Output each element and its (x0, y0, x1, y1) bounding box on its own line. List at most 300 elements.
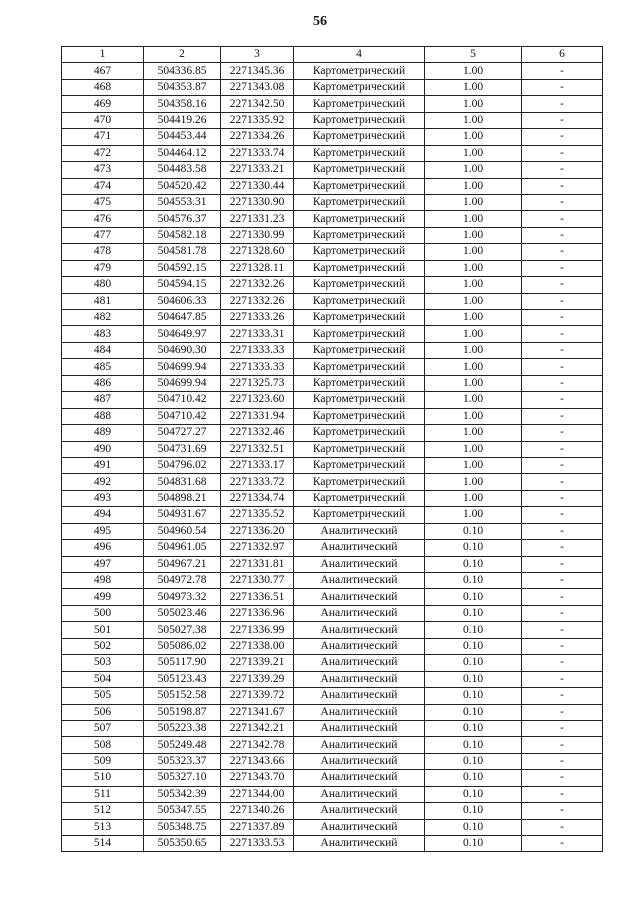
method-cell: Аналитический (294, 720, 425, 736)
table-row (62, 573, 603, 589)
method-cell: Картометрический (294, 457, 425, 473)
x-coordinate-cell: 504358.16 (144, 96, 221, 112)
method-cell: Аналитический (294, 836, 425, 852)
note-cell: - (522, 688, 603, 704)
column-header: 6 (522, 47, 603, 63)
y-coordinate-cell: 2271336.96 (221, 605, 294, 621)
y-coordinate-cell: 2271332.26 (221, 293, 294, 309)
note-cell: - (522, 737, 603, 753)
method-cell: Картометрический (294, 490, 425, 506)
method-cell: Аналитический (294, 605, 425, 621)
table-row (62, 786, 603, 802)
table-row (62, 490, 603, 506)
y-coordinate-cell: 2271342.78 (221, 737, 294, 753)
accuracy-cell: 0.10 (425, 720, 522, 736)
method-cell: Аналитический (294, 803, 425, 819)
accuracy-cell: 1.00 (425, 178, 522, 194)
x-coordinate-cell: 504353.87 (144, 79, 221, 95)
x-coordinate-cell: 504731.69 (144, 441, 221, 457)
x-coordinate-cell: 504483.58 (144, 162, 221, 178)
point-number-cell: 472 (62, 145, 144, 161)
x-coordinate-cell: 504594.15 (144, 277, 221, 293)
y-coordinate-cell: 2271330.90 (221, 194, 294, 210)
note-cell: - (522, 474, 603, 490)
y-coordinate-cell: 2271333.26 (221, 310, 294, 326)
method-cell: Картометрический (294, 211, 425, 227)
table-header (62, 47, 603, 63)
x-coordinate-cell: 504972.78 (144, 573, 221, 589)
table-row (62, 688, 603, 704)
point-number-cell: 474 (62, 178, 144, 194)
point-number-cell: 468 (62, 79, 144, 95)
y-coordinate-cell: 2271338.00 (221, 638, 294, 654)
point-number-cell: 493 (62, 490, 144, 506)
note-cell: - (522, 260, 603, 276)
table-row (62, 260, 603, 276)
column-header: 3 (221, 47, 294, 63)
note-cell: - (522, 277, 603, 293)
table-row (62, 326, 603, 342)
note-cell: - (522, 720, 603, 736)
table-row (62, 342, 603, 358)
point-number-cell: 485 (62, 359, 144, 375)
y-coordinate-cell: 2271340.26 (221, 803, 294, 819)
y-coordinate-cell: 2271339.72 (221, 688, 294, 704)
table-row (62, 178, 603, 194)
accuracy-cell: 0.10 (425, 704, 522, 720)
y-coordinate-cell: 2271342.21 (221, 720, 294, 736)
method-cell: Картометрический (294, 441, 425, 457)
y-coordinate-cell: 2271333.33 (221, 342, 294, 358)
method-cell: Картометрический (294, 112, 425, 128)
x-coordinate-cell: 505342.39 (144, 786, 221, 802)
table-row (62, 129, 603, 145)
point-number-cell: 471 (62, 129, 144, 145)
accuracy-cell: 1.00 (425, 490, 522, 506)
method-cell: Картометрический (294, 63, 425, 79)
x-coordinate-cell: 505117.90 (144, 655, 221, 671)
table-row (62, 474, 603, 490)
method-cell: Картометрический (294, 425, 425, 441)
note-cell: - (522, 425, 603, 441)
y-coordinate-cell: 2271331.94 (221, 408, 294, 424)
method-cell: Картометрический (294, 474, 425, 490)
accuracy-cell: 1.00 (425, 457, 522, 473)
y-coordinate-cell: 2271333.72 (221, 474, 294, 490)
header-row (62, 47, 603, 63)
accuracy-cell: 1.00 (425, 79, 522, 95)
point-number-cell: 469 (62, 96, 144, 112)
y-coordinate-cell: 2271333.17 (221, 457, 294, 473)
table-row (62, 540, 603, 556)
table-row (62, 392, 603, 408)
table-row (62, 753, 603, 769)
note-cell: - (522, 540, 603, 556)
point-number-cell: 514 (62, 836, 144, 852)
table-row (62, 162, 603, 178)
x-coordinate-cell: 504727.27 (144, 425, 221, 441)
point-number-cell: 503 (62, 655, 144, 671)
y-coordinate-cell: 2271332.26 (221, 277, 294, 293)
accuracy-cell: 1.00 (425, 227, 522, 243)
point-number-cell: 467 (62, 63, 144, 79)
x-coordinate-cell: 504699.94 (144, 375, 221, 391)
y-coordinate-cell: 2271343.08 (221, 79, 294, 95)
method-cell: Картометрический (294, 260, 425, 276)
note-cell: - (522, 293, 603, 309)
table-row (62, 375, 603, 391)
accuracy-cell: 1.00 (425, 63, 522, 79)
method-cell: Картометрический (294, 244, 425, 260)
accuracy-cell: 1.00 (425, 293, 522, 309)
note-cell: - (522, 392, 603, 408)
x-coordinate-cell: 505223.38 (144, 720, 221, 736)
method-cell: Картометрический (294, 178, 425, 194)
table-row (62, 244, 603, 260)
method-cell: Картометрический (294, 277, 425, 293)
table-row (62, 194, 603, 210)
method-cell: Картометрический (294, 293, 425, 309)
note-cell: - (522, 359, 603, 375)
table-row (62, 605, 603, 621)
y-coordinate-cell: 2271332.46 (221, 425, 294, 441)
x-coordinate-cell: 504796.02 (144, 457, 221, 473)
x-coordinate-cell: 504582.18 (144, 227, 221, 243)
method-cell: Аналитический (294, 688, 425, 704)
note-cell: - (522, 408, 603, 424)
x-coordinate-cell: 504831.68 (144, 474, 221, 490)
method-cell: Картометрический (294, 162, 425, 178)
accuracy-cell: 1.00 (425, 260, 522, 276)
y-coordinate-cell: 2271335.52 (221, 507, 294, 523)
table-row (62, 671, 603, 687)
method-cell: Аналитический (294, 655, 425, 671)
accuracy-cell: 1.00 (425, 326, 522, 342)
method-cell: Аналитический (294, 540, 425, 556)
method-cell: Картометрический (294, 326, 425, 342)
table-row (62, 638, 603, 654)
table-row (62, 79, 603, 95)
point-number-cell: 510 (62, 770, 144, 786)
table-row (62, 63, 603, 79)
note-cell: - (522, 786, 603, 802)
accuracy-cell: 0.10 (425, 556, 522, 572)
accuracy-cell: 0.10 (425, 688, 522, 704)
point-number-cell: 498 (62, 573, 144, 589)
note-cell: - (522, 573, 603, 589)
y-coordinate-cell: 2271323.60 (221, 392, 294, 408)
accuracy-cell: 1.00 (425, 96, 522, 112)
point-number-cell: 512 (62, 803, 144, 819)
point-number-cell: 477 (62, 227, 144, 243)
note-cell: - (522, 671, 603, 687)
accuracy-cell: 1.00 (425, 342, 522, 358)
point-number-cell: 487 (62, 392, 144, 408)
accuracy-cell: 0.10 (425, 819, 522, 835)
method-cell: Картометрический (294, 408, 425, 424)
method-cell: Аналитический (294, 786, 425, 802)
point-number-cell: 473 (62, 162, 144, 178)
x-coordinate-cell: 504553.31 (144, 194, 221, 210)
x-coordinate-cell: 505350.65 (144, 836, 221, 852)
y-coordinate-cell: 2271343.66 (221, 753, 294, 769)
y-coordinate-cell: 2271334.26 (221, 129, 294, 145)
accuracy-cell: 0.10 (425, 622, 522, 638)
accuracy-cell: 1.00 (425, 310, 522, 326)
note-cell: - (522, 310, 603, 326)
y-coordinate-cell: 2271336.99 (221, 622, 294, 638)
table-row (62, 720, 603, 736)
accuracy-cell: 0.10 (425, 573, 522, 589)
method-cell: Картометрический (294, 145, 425, 161)
note-cell: - (522, 63, 603, 79)
page-number: 56 (313, 14, 327, 29)
y-coordinate-cell: 2271331.81 (221, 556, 294, 572)
x-coordinate-cell: 504647.85 (144, 310, 221, 326)
table-row (62, 425, 603, 441)
accuracy-cell: 1.00 (425, 277, 522, 293)
y-coordinate-cell: 2271333.33 (221, 359, 294, 375)
table-row (62, 507, 603, 523)
point-number-cell: 505 (62, 688, 144, 704)
x-coordinate-cell: 504606.33 (144, 293, 221, 309)
point-number-cell: 475 (62, 194, 144, 210)
point-number-cell: 513 (62, 819, 144, 835)
note-cell: - (522, 622, 603, 638)
point-number-cell: 499 (62, 589, 144, 605)
note-cell: - (522, 342, 603, 358)
y-coordinate-cell: 2271332.51 (221, 441, 294, 457)
x-coordinate-cell: 504973.32 (144, 589, 221, 605)
x-coordinate-cell: 504898.21 (144, 490, 221, 506)
note-cell: - (522, 145, 603, 161)
point-number-cell: 489 (62, 425, 144, 441)
x-coordinate-cell: 504649.97 (144, 326, 221, 342)
method-cell: Картометрический (294, 507, 425, 523)
table-row (62, 408, 603, 424)
note-cell: - (522, 194, 603, 210)
x-coordinate-cell: 504967.21 (144, 556, 221, 572)
point-number-cell: 490 (62, 441, 144, 457)
point-number-cell: 501 (62, 622, 144, 638)
column-header: 5 (425, 47, 522, 63)
x-coordinate-cell: 505123.43 (144, 671, 221, 687)
method-cell: Аналитический (294, 523, 425, 539)
point-number-cell: 476 (62, 211, 144, 227)
point-number-cell: 483 (62, 326, 144, 342)
column-header: 4 (294, 47, 425, 63)
x-coordinate-cell: 504699.94 (144, 359, 221, 375)
point-number-cell: 495 (62, 523, 144, 539)
point-number-cell: 478 (62, 244, 144, 260)
x-coordinate-cell: 504576.37 (144, 211, 221, 227)
x-coordinate-cell: 505086.02 (144, 638, 221, 654)
point-number-cell: 492 (62, 474, 144, 490)
y-coordinate-cell: 2271325.73 (221, 375, 294, 391)
point-number-cell: 504 (62, 671, 144, 687)
point-number-cell: 481 (62, 293, 144, 309)
table-row (62, 589, 603, 605)
method-cell: Картометрический (294, 375, 425, 391)
accuracy-cell: 0.10 (425, 753, 522, 769)
point-number-cell: 496 (62, 540, 144, 556)
accuracy-cell: 0.10 (425, 786, 522, 802)
method-cell: Аналитический (294, 622, 425, 638)
accuracy-cell: 1.00 (425, 112, 522, 128)
point-number-cell: 502 (62, 638, 144, 654)
note-cell: - (522, 704, 603, 720)
x-coordinate-cell: 505023.46 (144, 605, 221, 621)
accuracy-cell: 0.10 (425, 540, 522, 556)
x-coordinate-cell: 504710.42 (144, 392, 221, 408)
method-cell: Картометрический (294, 392, 425, 408)
accuracy-cell: 1.00 (425, 474, 522, 490)
point-number-cell: 479 (62, 260, 144, 276)
table-row (62, 737, 603, 753)
table-row (62, 836, 603, 852)
table-row (62, 622, 603, 638)
method-cell: Аналитический (294, 573, 425, 589)
accuracy-cell: 1.00 (425, 162, 522, 178)
note-cell: - (522, 112, 603, 128)
table-row (62, 112, 603, 128)
x-coordinate-cell: 504336.85 (144, 63, 221, 79)
note-cell: - (522, 753, 603, 769)
table-row (62, 145, 603, 161)
x-coordinate-cell: 504710.42 (144, 408, 221, 424)
y-coordinate-cell: 2271328.60 (221, 244, 294, 260)
table-row (62, 359, 603, 375)
x-coordinate-cell: 504931.67 (144, 507, 221, 523)
table-row (62, 277, 603, 293)
note-cell: - (522, 375, 603, 391)
table-row (62, 523, 603, 539)
note-cell: - (522, 605, 603, 621)
column-header: 1 (62, 47, 144, 63)
point-number-cell: 486 (62, 375, 144, 391)
point-number-cell: 484 (62, 342, 144, 358)
x-coordinate-cell: 505249.48 (144, 737, 221, 753)
note-cell: - (522, 162, 603, 178)
y-coordinate-cell: 2271328.11 (221, 260, 294, 276)
accuracy-cell: 1.00 (425, 392, 522, 408)
y-coordinate-cell: 2271333.21 (221, 162, 294, 178)
y-coordinate-cell: 2271336.20 (221, 523, 294, 539)
method-cell: Аналитический (294, 753, 425, 769)
table-row (62, 293, 603, 309)
point-number-cell: 482 (62, 310, 144, 326)
method-cell: Аналитический (294, 589, 425, 605)
method-cell: Картометрический (294, 194, 425, 210)
note-cell: - (522, 211, 603, 227)
x-coordinate-cell: 505152.58 (144, 688, 221, 704)
table-row (62, 441, 603, 457)
method-cell: Аналитический (294, 671, 425, 687)
method-cell: Аналитический (294, 704, 425, 720)
y-coordinate-cell: 2271335.92 (221, 112, 294, 128)
point-number-cell: 506 (62, 704, 144, 720)
accuracy-cell: 1.00 (425, 211, 522, 227)
accuracy-cell: 0.10 (425, 737, 522, 753)
point-number-cell: 509 (62, 753, 144, 769)
y-coordinate-cell: 2271337.89 (221, 819, 294, 835)
point-number-cell: 491 (62, 457, 144, 473)
accuracy-cell: 1.00 (425, 375, 522, 391)
x-coordinate-cell: 505348.75 (144, 819, 221, 835)
accuracy-cell: 1.00 (425, 359, 522, 375)
table-row (62, 227, 603, 243)
table-row (62, 770, 603, 786)
note-cell: - (522, 803, 603, 819)
y-coordinate-cell: 2271330.77 (221, 573, 294, 589)
x-coordinate-cell: 504581.78 (144, 244, 221, 260)
table-row (62, 819, 603, 835)
y-coordinate-cell: 2271339.29 (221, 671, 294, 687)
x-coordinate-cell: 505347.55 (144, 803, 221, 819)
x-coordinate-cell: 504464.12 (144, 145, 221, 161)
accuracy-cell: 0.10 (425, 803, 522, 819)
y-coordinate-cell: 2271333.74 (221, 145, 294, 161)
table-row (62, 803, 603, 819)
accuracy-cell: 0.10 (425, 770, 522, 786)
point-number-cell: 500 (62, 605, 144, 621)
method-cell: Картометрический (294, 310, 425, 326)
coordinates-table (61, 46, 603, 852)
x-coordinate-cell: 504453.44 (144, 129, 221, 145)
method-cell: Картометрический (294, 79, 425, 95)
accuracy-cell: 1.00 (425, 425, 522, 441)
x-coordinate-cell: 504690.30 (144, 342, 221, 358)
note-cell: - (522, 589, 603, 605)
method-cell: Аналитический (294, 638, 425, 654)
method-cell: Картометрический (294, 359, 425, 375)
table-row (62, 457, 603, 473)
y-coordinate-cell: 2271345.36 (221, 63, 294, 79)
accuracy-cell: 1.00 (425, 507, 522, 523)
y-coordinate-cell: 2271330.44 (221, 178, 294, 194)
y-coordinate-cell: 2271342.50 (221, 96, 294, 112)
method-cell: Аналитический (294, 737, 425, 753)
x-coordinate-cell: 504520.42 (144, 178, 221, 194)
x-coordinate-cell: 504960.54 (144, 523, 221, 539)
point-number-cell: 480 (62, 277, 144, 293)
y-coordinate-cell: 2271339.21 (221, 655, 294, 671)
note-cell: - (522, 96, 603, 112)
y-coordinate-cell: 2271333.53 (221, 836, 294, 852)
point-number-cell: 470 (62, 112, 144, 128)
accuracy-cell: 0.10 (425, 671, 522, 687)
x-coordinate-cell: 505323.37 (144, 753, 221, 769)
method-cell: Картометрический (294, 342, 425, 358)
point-number-cell: 497 (62, 556, 144, 572)
x-coordinate-cell: 504961.05 (144, 540, 221, 556)
note-cell: - (522, 638, 603, 654)
table-row (62, 310, 603, 326)
accuracy-cell: 1.00 (425, 129, 522, 145)
table-row (62, 96, 603, 112)
point-number-cell: 511 (62, 786, 144, 802)
accuracy-cell: 1.00 (425, 145, 522, 161)
note-cell: - (522, 556, 603, 572)
accuracy-cell: 1.00 (425, 194, 522, 210)
x-coordinate-cell: 504592.15 (144, 260, 221, 276)
accuracy-cell: 0.10 (425, 523, 522, 539)
note-cell: - (522, 457, 603, 473)
y-coordinate-cell: 2271332.97 (221, 540, 294, 556)
note-cell: - (522, 507, 603, 523)
column-header: 2 (144, 47, 221, 63)
note-cell: - (522, 490, 603, 506)
